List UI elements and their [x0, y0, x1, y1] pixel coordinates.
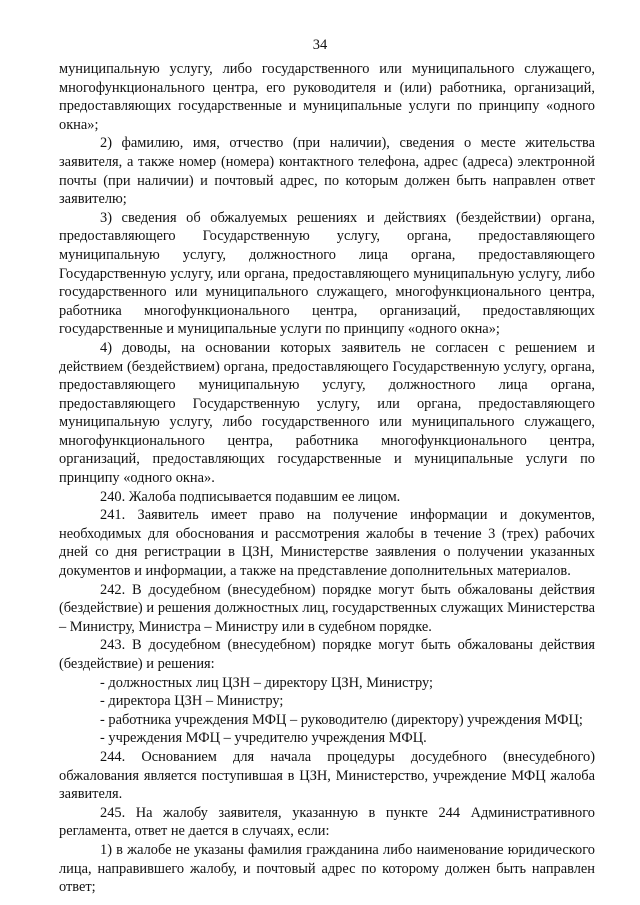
paragraph-continuation: муниципальную услугу, либо государственного или муниципального служащего, многофункционального центра, его руководителя и (или) работника, организаций, предоставляющих государственные и муниципальные услуги по принципу «одного окна»; — [59, 61, 595, 133]
list-item-czn-director: - директора ЦЗН – Министру; — [100, 693, 284, 710]
paragraph-241: 241. Заявитель имеет право на получение информации и документов, необходимых для обоснования и рассмотрения жалобы в течение 3 (трех) рабочих дней со дня регистрации в ЦЗН, Министерстве заявления о получении указанных документов и информации, а также на представление дополнительных материалов. — [59, 507, 595, 580]
paragraph-item-4: 4) доводы, на основании которых заявитель не согласен с решением и действием (бездействием) органа, предоставляющего Государственную услугу, органа, предоставляющего муниципальную услугу, должностного лица органа, предоставляющего Государственную услугу, или органа, предоставляющего муниципальную услугу, либо государственного или муниципального служащего, многофункционального центра, работника многофункционального центра, организаций, предоставляющих государственные и муниципальные услуги по принципу «одного окна». — [59, 339, 595, 487]
paragraph-245: 245. На жалобу заявителя, указанную в пункте 244 Административного регламента, ответ не дается в случаях, если: — [59, 804, 595, 840]
paragraph-240: 240. Жалоба подписывается подавшим ее лицом. — [100, 488, 401, 505]
document-body — [59, 60, 595, 897]
page-number: 34 — [312, 37, 328, 53]
paragraph-item-3: 3) сведения об обжалуемых решениях и действиях (бездействии) органа, предоставляющего Государственную услугу, органа, предоставляющего муниципальную услугу, должностного лица органа, предоставляющего Государственную услугу, или органа, предоставляющего муниципальную услугу, либо государственного или муниципального служащего, многофункционального центра, работника многофункционального центра, организаций, предоставляющих государственные и муниципальные услуги по принципу «одного окна»; — [59, 209, 595, 338]
list-item-czn-officials: - должностных лиц ЦЗН – директору ЦЗН, Министру; — [100, 674, 433, 691]
paragraph-item-2: 2) фамилию, имя, отчество (при наличии), сведения о месте жительства заявителя, а также номер (номера) контактного телефона, адрес (адреса) электронной почты (при наличии) и почтовый адрес, по которым должен быть направлен ответ заявителю; — [59, 135, 595, 208]
paragraph-245-item-1: 1) в жалобе не указаны фамилия гражданина либо наименование юридического лица, направившего жалобу, и почтовый адрес по которому должен быть направлен ответ; — [59, 841, 595, 896]
list-item-mfc-worker: - работника учреждения МФЦ – руководителю (директору) учреждения МФЦ; — [100, 711, 583, 728]
paragraph-242: 242. В досудебном (внесудебном) порядке могут быть обжалованы действия (бездействие) и решения должностных лиц, государственных служащих Министерства – Министру, Министра – Министру или в судебном порядке. — [59, 581, 595, 635]
paragraph-243: 243. В досудебном (внесудебном) порядке могут быть обжалованы действия (бездействие) и решения: — [59, 637, 595, 672]
paragraph-244: 244. Основанием для начала процедуры досудебного (внесудебного) обжалования является поступившая в ЦЗН, Министерство, учреждение МФЦ жалоба заявителя. — [59, 748, 595, 803]
list-item-mfc-institution: - учреждения МФЦ – учредителю учреждения МФЦ. — [100, 730, 427, 747]
